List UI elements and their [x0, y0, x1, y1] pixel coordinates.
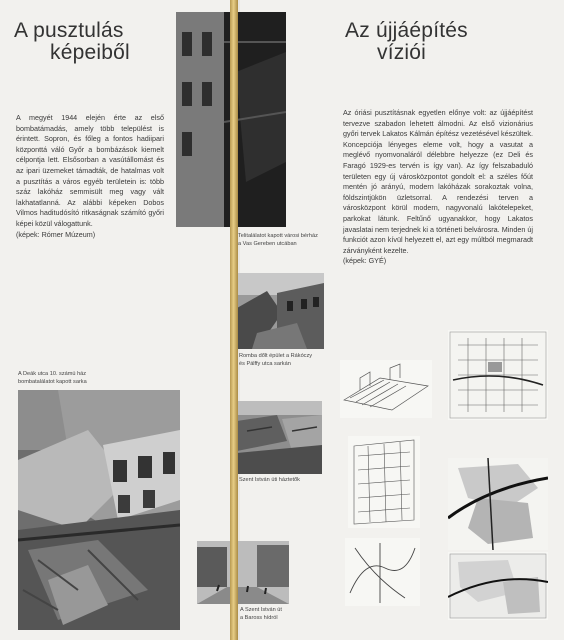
baross-bridge-caption [240, 606, 282, 622]
right-body-paragraph: Az óriási pusztításnak egyetlen előnye volt: az újjáépítést tervezve szabadon lehetett álmodni. Az első vizionárius győri tervek Lakatos Kálmán építész vezetésével készültek. Koncepciója lényeges eleme volt, hogy a vasutat a meglévő nyomvonaláról délebbre helyezze (ez Deli és Faragó 1929-es tervén is így van). Az így felszabaduló területen egy új városközpontot gondolt el: a széles főút mentén jó arányú, modern lakóházak sorakoztak volna, földszintjükön üzletsorral. A rendezési terven a városközpont körül modern, nagyvonalú lakótelepeket, parkokat látunk. Feltűnő ugyanakkor, hogy Lakatos javaslatai nem terjednek ki a történeti belvárosra. Minden új funkciót azon kívül helyezett el, azt egy múltból megmaradt zárványként kezelte. [343, 108, 533, 255]
deak-caption-line1: A Deák utca 10. számú ház [18, 371, 87, 377]
left-body-text [16, 113, 164, 240]
display-stand-pole [230, 0, 238, 640]
right-heading [345, 20, 468, 64]
rakoczy-palffy-photo [237, 273, 324, 349]
network-diagram-sketch [345, 538, 420, 606]
deak-caption-line2: bombatalálatot kapott sarka [18, 379, 87, 386]
city-plan-bottom-right [448, 552, 548, 620]
szent-istvan-rooftops-caption: Szent István úti háztetők [239, 477, 300, 483]
baross-bridge-photo [197, 541, 289, 604]
right-credit: (képek: GYÉ) [343, 256, 387, 266]
zoning-plan-shaded [448, 458, 548, 550]
rakoczy-palffy-caption-line2: és Pálffy utca sarkán [239, 361, 291, 368]
right-heading-line1: Az újjáépítés [345, 19, 468, 42]
vas-gereben-caption-line1: Telitalálatot kapott városi bérház [238, 233, 318, 239]
rakoczy-palffy-caption-line1: Romba dőlt épület a Rákóczy [239, 353, 313, 359]
rail-plan-sketch [348, 436, 420, 528]
baross-bridge-caption-line2: a Baross hídról [240, 615, 278, 622]
left-heading-line1: A pusztulás [14, 19, 124, 42]
left-heading-line2: képeiből [50, 41, 130, 64]
baross-bridge-caption-line1: A Szent István út [240, 607, 282, 613]
rakoczy-palffy-caption [239, 352, 312, 368]
szent-istvan-rooftops-photo [237, 401, 322, 474]
perspective-sketch [340, 360, 432, 418]
left-body-paragraph: A megyét 1944 elején érte az első bombatámadás, amely több települést is érintett. Sopron, és főleg a fontos hadiipari központtá váló Győr a bombázások kiemelt célpontja lett. Elsősorban a vasútállomást és az ipari üzemeket támadták, de hatalmas volt a pusztítás a város egyéb területein is: több száz lakóház semmisült meg vagy vált lakhatatlanná. Az alábbi képeken Dobos Vilmos haditudósító ritkaságnak számító győri képei közül válogattunk. [16, 113, 164, 228]
vas-gereben-caption-line2: a Vas Gereben utcában [238, 241, 297, 248]
left-heading [14, 20, 130, 64]
right-heading-line2: víziói [377, 41, 427, 64]
deak-utca-photo [18, 390, 180, 630]
vas-gereben-caption [238, 232, 318, 248]
left-credit: (képek: Rómer Múzeum) [16, 229, 96, 239]
deak-caption [18, 370, 87, 386]
city-plan-top-right [448, 330, 548, 420]
right-body-text [343, 108, 533, 267]
